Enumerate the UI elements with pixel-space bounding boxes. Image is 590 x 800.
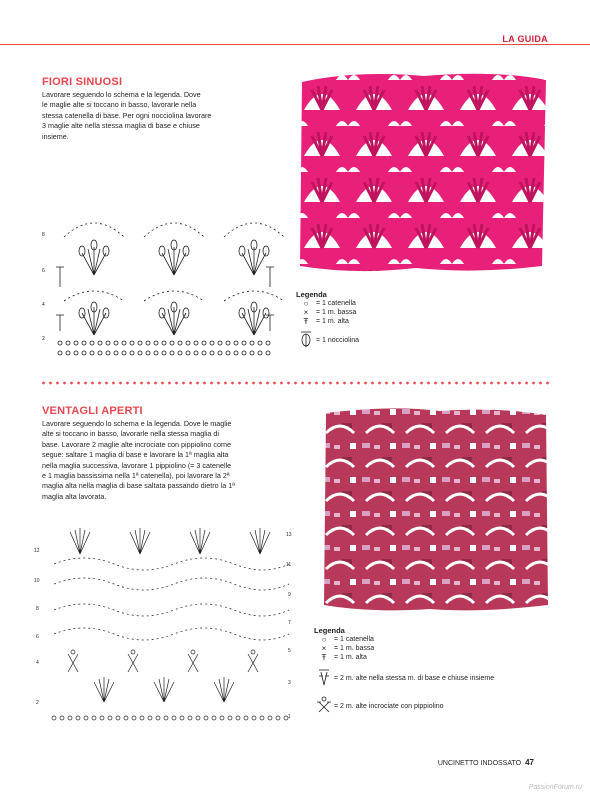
single-crochet-icon: ×	[303, 308, 309, 317]
pattern1-line: insieme.	[42, 131, 69, 141]
row-number: 8	[42, 232, 45, 238]
pattern1-line: 3 maglie alte nella stessa maglia di base e chiuse	[42, 121, 200, 131]
pattern2-description	[42, 419, 286, 502]
row-number: 2	[36, 700, 39, 706]
row-number: 1	[288, 714, 291, 720]
row-number: 13	[286, 532, 292, 538]
chain-row	[58, 351, 270, 355]
chain-arch	[64, 291, 284, 301]
legend-text: = 1 nocciolina	[316, 336, 360, 344]
legend-item	[314, 696, 574, 716]
pattern2-title: VENTAGLI APERTI	[42, 405, 143, 417]
treble-crochet-icon: Ŧ	[303, 317, 309, 326]
pattern1-description	[42, 90, 282, 142]
page-number: 47	[525, 758, 534, 767]
nocciolina-icon	[296, 330, 316, 350]
legend-title: Legenda	[314, 626, 345, 635]
watermark: PassionForum.ru	[528, 784, 582, 791]
pattern2-line: segue: saltare 1 maglia di base e lavorare la 1ª maglia alta	[42, 450, 229, 460]
row-number: 7	[288, 620, 291, 626]
chain-row	[52, 716, 288, 720]
footer	[438, 758, 534, 767]
pattern2-line: nella maglia successiva, lavorare 1 pippiolino (= 3 catenelle	[42, 460, 232, 470]
row-number: 6	[36, 634, 39, 640]
pattern2-stitch-chart	[44, 522, 294, 727]
pattern2-swatch-svg	[320, 405, 552, 615]
chain-wave-row	[54, 558, 292, 640]
legend-text: = 1 m. alta	[334, 654, 367, 661]
fan-row	[94, 677, 234, 702]
legend-item	[296, 317, 436, 326]
header-rule	[0, 44, 590, 45]
chain-arch	[64, 223, 284, 237]
legend-text: = 2 m. alte incrociate con pippiolino	[334, 702, 444, 710]
legend-item	[296, 308, 436, 317]
row-number: 2	[42, 336, 45, 342]
treble-crochet-icon: Ŧ	[321, 653, 327, 662]
legend-text: = 1 m. bassa	[334, 645, 375, 652]
row-number: 10	[34, 578, 40, 584]
row-number: 4	[42, 302, 45, 308]
row-number: 8	[36, 606, 39, 612]
legend-item	[296, 330, 436, 350]
legend-item	[314, 644, 574, 653]
pattern2-line: alte si toccano in basso, lavorarle nella stessa maglia di	[42, 429, 219, 439]
pattern2-line: Lavorare seguendo lo schema e la legenda. Dove le maglie	[42, 419, 232, 428]
fan-motif	[82, 247, 266, 275]
section-tag: LA GUIDA	[502, 34, 548, 44]
row-number: 12	[34, 548, 40, 554]
pattern2-chart-svg	[44, 522, 294, 727]
pattern1-line: le maglie alte si toccano in basso, lavorarle nella	[42, 100, 197, 110]
pattern1-line: stessa catenella di base. Per ogni nocciolina lavorare	[42, 110, 212, 120]
row-number: 5	[288, 648, 291, 654]
legend-item	[314, 653, 574, 662]
chain-row	[58, 341, 270, 345]
row-number: 9	[288, 592, 291, 598]
legend-text: = 2 m. alte nella stessa m. di base e chiuse insieme	[334, 674, 495, 682]
fan-motif	[82, 307, 266, 335]
crossed-trebles-picot-icon	[314, 696, 334, 716]
legend-text: = 1 catenella	[316, 300, 356, 307]
legend-text: = 1 m. alta	[316, 318, 349, 325]
row-number: 6	[42, 268, 45, 274]
footer-magazine-name: UNCINETTO INDOSSATO	[437, 760, 522, 767]
pattern2-swatch-photo	[320, 405, 552, 615]
pattern2-line: maglia alta lavorata.	[42, 491, 107, 501]
pattern2-line: base. Lavorare 2 maglie alte incrociate con pippiolino come	[42, 439, 231, 449]
legend-text: = 1 m. bassa	[316, 309, 357, 316]
treble-column	[56, 267, 274, 331]
legend-item	[296, 299, 436, 308]
row-number: 3	[288, 680, 291, 686]
legend-item	[314, 668, 574, 688]
row-number: 4	[36, 660, 39, 666]
pattern2-line: e 1 maglia bassissima nella 1ª catenella), poi lavorare la 2ª	[42, 471, 230, 481]
pattern2-line: maglia alta nella maglia di base saltata passando dietro la 1ª	[42, 481, 235, 491]
pattern1-legend	[296, 290, 436, 350]
row-number: 11	[286, 562, 292, 568]
pattern2-legend	[314, 626, 574, 716]
chain-stitch-icon: ○	[303, 299, 309, 308]
legend-title: Legenda	[296, 290, 327, 299]
chain-stitch-icon: ○	[321, 635, 327, 644]
legend-item	[314, 635, 574, 644]
pattern1-swatch-photo	[296, 70, 552, 275]
pattern1-title: FIORI SINUOSI	[42, 76, 123, 88]
legend-text: = 1 catenella	[334, 636, 374, 643]
pattern1-line: Lavorare seguendo lo schema e la legenda. Dove	[42, 90, 201, 99]
dotted-divider	[40, 381, 550, 385]
two-trebles-joined-icon	[314, 668, 334, 688]
pattern1-chart-svg	[44, 205, 284, 365]
fan-row	[70, 528, 270, 554]
pattern1-swatch-svg	[296, 70, 552, 275]
pattern1-stitch-chart	[44, 205, 284, 365]
single-crochet-icon: ×	[321, 644, 327, 653]
crossed-treble-row	[68, 650, 258, 672]
